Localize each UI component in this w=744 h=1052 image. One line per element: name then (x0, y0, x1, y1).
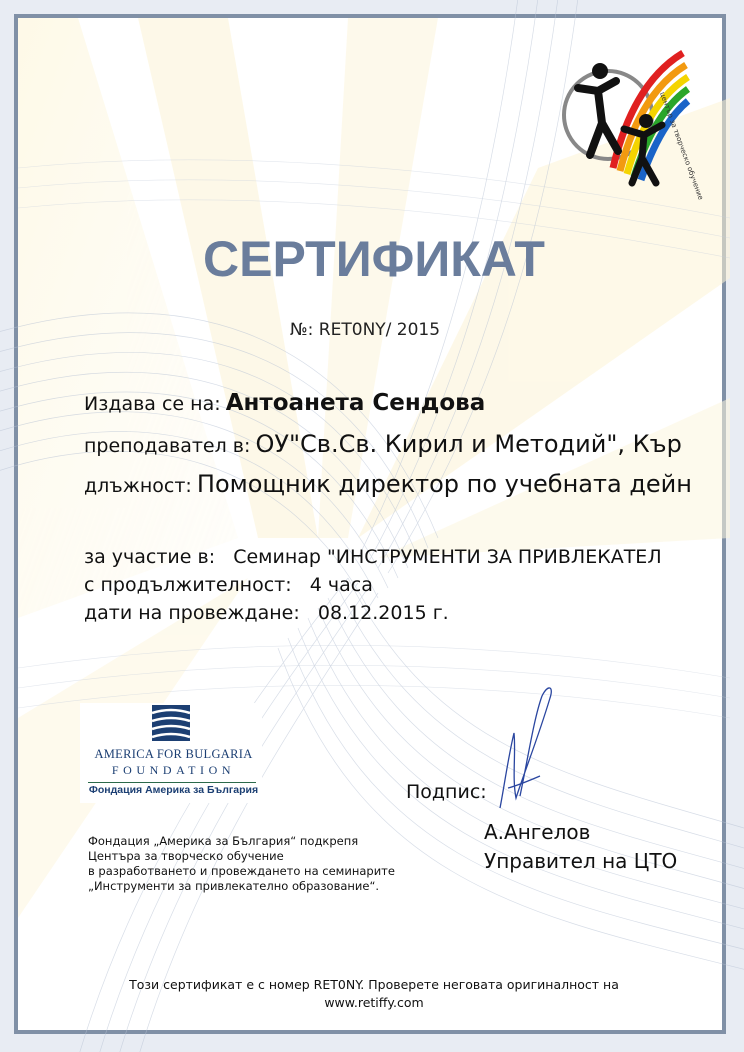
signatory (484, 818, 677, 876)
sponsor-description-line: в разработването и провеждането на семинарите (88, 864, 395, 878)
sponsor-description-line: Фондация „Америка за България“ подкрепя (88, 834, 359, 848)
certificate-title: СЕРТИФИКАТ (203, 231, 545, 287)
afb-logo-name: AMERICA FOR BULGARIA (94, 747, 253, 761)
afb-divider (88, 782, 256, 783)
certificate-number: №: RET0NY/ 2015 (290, 320, 441, 340)
signatory-role: Управител на ЦТО (484, 849, 678, 873)
dates-row (84, 602, 449, 624)
logo-ring-text: център за творческо обучение (658, 90, 705, 201)
signatory-name: А.Ангелов (484, 820, 591, 844)
school-name: ОУ"Св.Св. Кирил и Методий", Кър (255, 430, 682, 458)
signature-label: Подпис: (406, 781, 487, 803)
afb-logo-foundation: FOUNDATION (111, 763, 236, 777)
sponsor-description-line: Центъра за творческо обучение (88, 849, 284, 863)
duration-value: 4 часа (309, 574, 373, 596)
dates-label: дати на провеждане: (84, 602, 300, 624)
dates-value: 08.12.2015 г. (317, 602, 449, 624)
participation-row (84, 546, 662, 568)
recipient-name: Антоанета Сендова (225, 390, 486, 416)
certificate-page (14, 14, 726, 1034)
afb-logo (80, 703, 262, 803)
sponsor-description (88, 834, 395, 894)
issued-to-label: Издава се на: (84, 393, 221, 415)
handwritten-signature (490, 678, 560, 818)
teacher-label: преподавател в: (84, 435, 251, 457)
sponsor-description-line: „Инструменти за привлекателно образование“. (88, 879, 380, 893)
position-label: длъжност: (84, 475, 192, 497)
participation-label: за участие в: (84, 546, 216, 568)
footer-link[interactable]: www.retiffy.com (324, 995, 424, 1010)
afb-flag-icon (80, 703, 262, 747)
creative-learning-center-logo (558, 43, 705, 201)
verification-footer (18, 976, 730, 1012)
issued-to-row (84, 390, 485, 416)
footer-line1: Този сертификат е с номер RET0NY. Проверете неговата оригиналност на (129, 977, 619, 992)
afb-logo-bg-name: Фондация Америка за България (88, 784, 259, 796)
creative-learning-center-logo-icon (558, 43, 705, 201)
teacher-row (84, 430, 682, 458)
position-row (84, 470, 692, 498)
participation-value: Семинар "ИНСТРУМЕНТИ ЗА ПРИВЛЕКАТЕЛ (233, 546, 662, 568)
duration-row (84, 574, 373, 596)
duration-label: с продължителност: (84, 574, 292, 596)
position-value: Помощник директор по учебната дейн (196, 470, 692, 498)
